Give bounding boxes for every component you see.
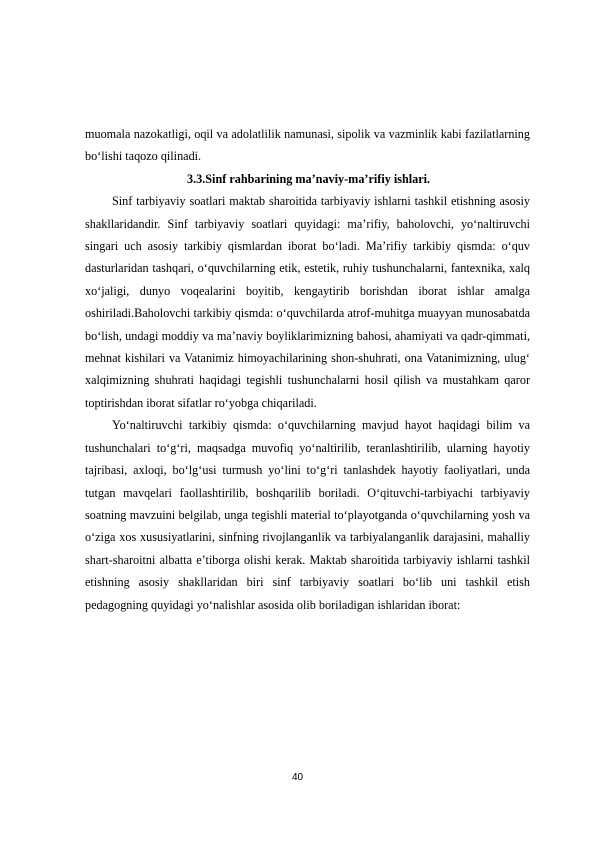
section-heading: 3.3.Sinf rahbarining ma’naviy-ma’rifiy ishlari. <box>187 171 431 186</box>
paragraph-continuation: muomala nazokatligi, oqil va adolatlilik namunasi, sipolik va vazminlik kabi fazilatlarning bo‘lishi taqozo qilinadi. <box>85 127 530 164</box>
page-body <box>85 123 530 616</box>
paragraph-sinf-tarbiyaviy-soatlari: Sinf tarbiyaviy soatlari maktab sharoitida tarbiyaviy ishlarni tashkil etishning asosiy shakllaridandir. Sinf tarbiyaviy soatlari quyidagi: ma’rifiy, baholovchi, yo‘naltiruvchi singari uch asosiy tarkibiy qismlardan iborat bo‘ladi. Ma’rifiy tarkibiy qismda: o‘quv dasturlaridan tashqari, o‘quvchilarning etik, estetik, ruhiy tushunchalarni, fantexnika, xalq xo‘jaligi, dunyo voqealarini boyitib, kengaytirib borishdan iborat ishlar amalga oshiriladi.Baholovchi tarkibiy qismda: o‘quvchilarda atrof-muhitga muayyan munosabatda bo‘lish, undagi moddiy va ma’naviy boyliklarimizning bahosi, ahamiyati va qadr-qimmati, mehnat kishilari va Vatanimiz himoyachilarining shon-shuhrati, ona Vatanimizning, ulug‘ xalqimizning shuhrati haqidagi tegishli tushunchalarni hosil qilish va mustahkam qaror toptirishdan iborat sifatlar ro‘yobga chiqariladi. <box>85 194 530 410</box>
page-number: 40 <box>291 772 304 783</box>
paragraph-yonaltiruvchi: Yo‘naltiruvchi tarkibiy qismda: o‘quvchilarning mavjud hayot haqidagi bilim va tushunchalari to‘g‘ri, maqsadga muvofiq yo‘naltirilib, teranlashtirilib, ularning hayotiy tajribasi, axloqi, bo‘lg‘usi turmush yo‘lini to‘g‘ri tanlashdek hayotiy faoliyatlari, unda tutgan mavqelari faollashtirilib, boshqarilib boriladi. O‘qituvchi-tarbiyachi tarbiyaviy soatning mavzuini belgilab, unga tegishli material to‘playotganda o‘quvchilarning yosh va o‘ziga xos xususiyatlarini, sinfning rivojlanganlik va tarbiyalanganlik darajasini, mahalliy shart-sharoitni albatta e’tiborga olishi kerak. Maktab sharoitida tarbiyaviy ishlarni tashkil etishning asosiy shakllaridan biri sinf tarbiyaviy soatlari bo‘lib uni tashkil etish pedagogning quyidagi yo‘nalishlar asosida olib boriladigan ishlaridan iborat: <box>85 418 530 612</box>
